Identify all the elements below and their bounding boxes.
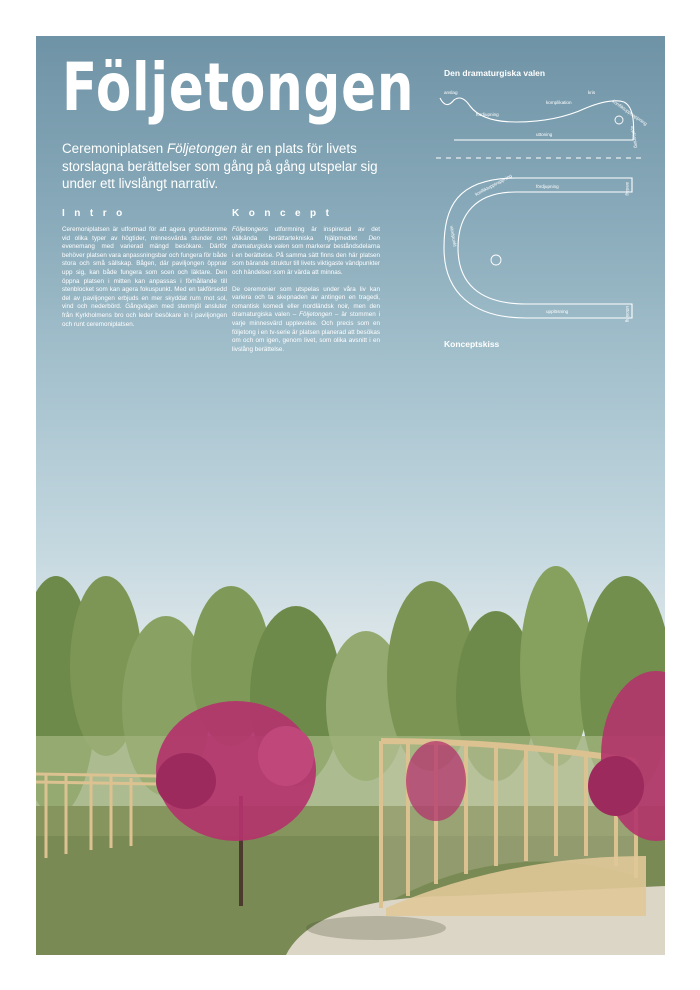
intro-heading: Intro: [62, 208, 132, 219]
lead-text-end: är en plats för livets storslagna berättelser som gång på gång utspelar sig under ett livslångt narrativ.: [62, 141, 378, 191]
diagram-title: Den dramaturgiska valen: [444, 68, 546, 78]
arc-label-end: uttoning: [536, 132, 553, 137]
diagrams: [436, 78, 652, 338]
blossom-tree-mid: [406, 741, 466, 821]
intro-text: Ceremoniplatsen är utformad för att agera grundstomme vid olika typer av högtider, minnesvärda stunder och evenemang med varierad mängd besökare. Därför behöver platsen vara anpassningsbar och fungera för både stora och små sällskap. Bågen, där paviljongen öppnar upp sig, kan både fungera som scen och läktare. Den öppna platsen i mitten kan anpassas i förhållande till stenblocket som kan agera fokuspunkt. Med en takförsedd del av paviljongen erbjuds en mer skyddat rum mot sol, vind och nederbörd. Gångvägen med stenmjöl ansluter från Kyrkholmens bro och leder besökare in i paviljongen och runt ceremoniplatsen.: [62, 226, 227, 328]
concept-title: Konceptskiss: [444, 339, 500, 349]
poster-title: Följetongen: [62, 49, 415, 126]
koncept-emphasis-1: Följetongens: [232, 226, 269, 233]
arc-focus-marker: [615, 116, 623, 124]
arc-label-climax: konfliktupptrappning: [611, 98, 648, 127]
koncept-heading: Koncept: [232, 208, 339, 219]
arc-label-start: anslag: [444, 90, 458, 95]
koncept-paragraph-1: [232, 226, 380, 278]
koncept-paragraph-2: [232, 286, 380, 355]
concept-focus-marker: [491, 255, 501, 265]
lead-text-start: Ceremoniplatsen: [62, 141, 167, 156]
arc-label-resolution: upplösning: [630, 125, 639, 149]
concept-label-top-end: anslag: [625, 182, 630, 196]
poster: [36, 36, 665, 955]
arc-label-crisis: kris: [588, 90, 596, 95]
koncept-text-3: De ceremonier som utspelas under våra liv kan variera och ta skepnaden av antingen en tragedi, romantisk komedi eller nordländsk noir, men den dramaturgiska valen –: [232, 285, 380, 319]
ceremony-scene-illustration: [36, 556, 665, 955]
intro-column: [62, 226, 227, 337]
koncept-text-2: som markerar beståndsdelarna i en berättelse. På samma sätt finns den här platsen som bärande struktur till livets viktigaste vändpunkter och händelser som är värda att minnas.: [232, 243, 381, 276]
concept-u-shape: [444, 178, 632, 318]
concept-label-upper-arc: konfliktupptrappning: [474, 173, 513, 197]
koncept-text-4: – är stommen i varje minnesvärd upplevelse. Och precis som en följetong i en tv-serie är platsen planerad att besökas om och om igen, genom livet, som olika avsnitt i en livslång berättelse.: [232, 311, 380, 353]
koncept-emphasis-2: Den dramaturgiska valen: [232, 234, 380, 251]
dramaturgical-arc-diagram: [440, 90, 648, 148]
arc-label-development: fördjupning: [476, 112, 499, 117]
lead-text: [62, 140, 392, 193]
concept-label-left: vändpunkt: [449, 225, 458, 248]
concept-label-bottom-end: uttoning: [625, 306, 630, 323]
koncept-emphasis-3: Följetongen: [299, 311, 333, 319]
koncept-text-1: utformning är inspirerad av det välkända berättartekniska hjälpmedlet: [232, 226, 380, 242]
koncept-column: [232, 226, 380, 362]
arc-label-complication: komplikation: [546, 100, 572, 105]
concept-label-bottom: upplösning: [546, 309, 569, 314]
concept-label-top: fördjupning: [536, 184, 559, 189]
concept-sketch-diagram: [444, 173, 632, 323]
lead-text-emphasis: Följetongen: [166, 141, 237, 156]
